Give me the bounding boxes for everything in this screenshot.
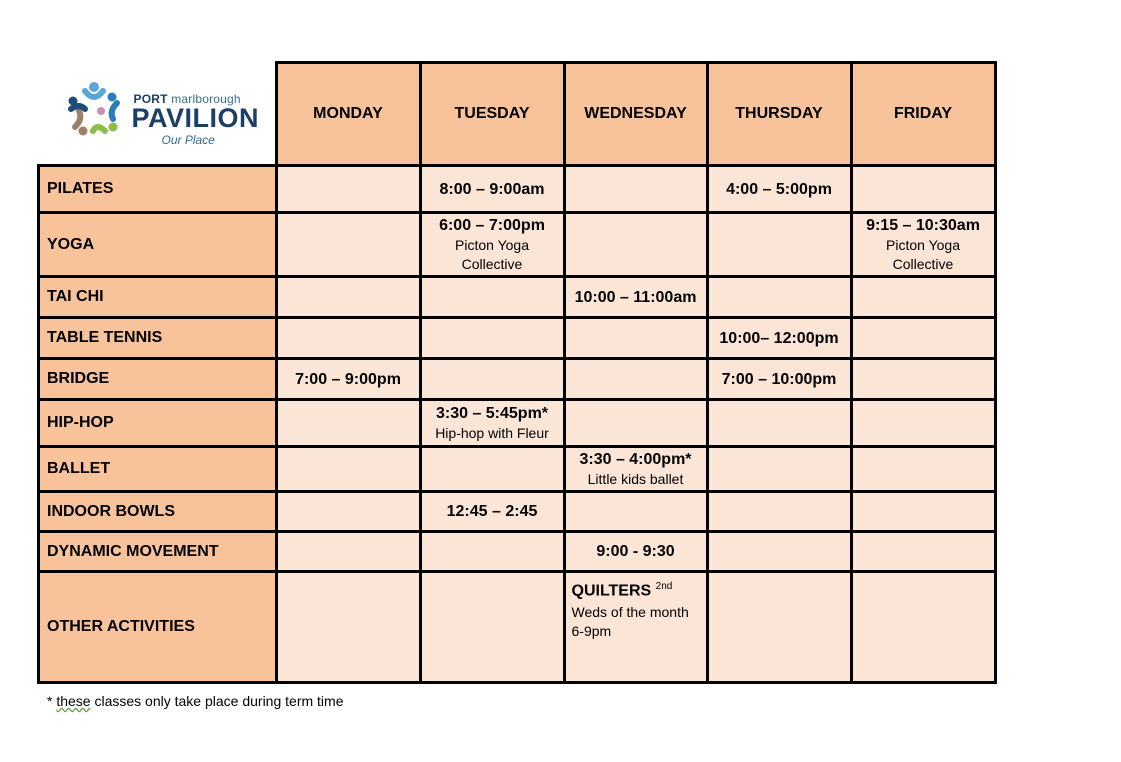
- schedule-cell: [707, 359, 851, 400]
- schedule-cell: [851, 492, 995, 532]
- schedule-cell: [420, 166, 564, 213]
- day-monday: MONDAY: [276, 63, 420, 166]
- schedule-row: [39, 166, 996, 213]
- session-time: 9:00 - 9:30: [596, 543, 675, 560]
- schedule-cell: [707, 400, 851, 447]
- schedule-row: [39, 318, 996, 359]
- day-friday: FRIDAY: [851, 63, 995, 166]
- schedule-cell: [851, 400, 995, 447]
- day-tuesday: TUESDAY: [420, 63, 564, 166]
- session-note: Little kids ballet: [587, 471, 684, 487]
- schedule-cell: [276, 532, 420, 572]
- schedule-cell: [420, 572, 564, 683]
- logo-port-marlborough: PORT marlborough: [133, 92, 241, 107]
- session-time: 6:00 – 7:00pm: [439, 217, 545, 234]
- schedule-cell: [851, 532, 995, 572]
- activity-label: HIP-HOP: [39, 400, 277, 447]
- schedule-cell: [420, 318, 564, 359]
- schedule-cell: [276, 318, 420, 359]
- schedule-cell: [707, 318, 851, 359]
- schedule-cell: [564, 166, 707, 213]
- session-time: 10:00– 12:00pm: [719, 329, 839, 347]
- activity-label: BALLET: [39, 447, 277, 492]
- schedule-row: [39, 359, 996, 400]
- activity-label: DYNAMIC MOVEMENT: [39, 532, 277, 572]
- schedule-cell: [707, 532, 851, 572]
- schedule-row: [39, 400, 996, 447]
- schedule-row: [39, 492, 996, 532]
- session-time: 7:00 – 9:00pm: [295, 370, 401, 388]
- session-time: 8:00 – 9:00am: [439, 180, 545, 198]
- schedule-cell: [851, 166, 995, 213]
- schedule-row: [39, 213, 996, 277]
- session-time: 12:45 – 2:45: [446, 503, 538, 520]
- schedule-cell: [564, 359, 707, 400]
- logo-cell: [39, 63, 277, 166]
- activity-label: INDOOR BOWLS: [39, 492, 277, 532]
- people-circle-icon: [65, 81, 123, 141]
- schedule-cell: [564, 532, 707, 572]
- schedule-cell: [707, 492, 851, 532]
- schedule-cell: [276, 400, 420, 447]
- activity-label: TAI CHI: [39, 277, 277, 318]
- session-time: 4:00 – 5:00pm: [726, 180, 832, 198]
- schedule-cell: [564, 318, 707, 359]
- session-note: Picton Yoga Collective: [455, 237, 529, 272]
- schedule-cell: [707, 447, 851, 492]
- session-note: Hip-hop with Fleur: [435, 425, 549, 441]
- schedule-cell: [564, 277, 707, 318]
- schedule-cell: [851, 572, 995, 683]
- quilters-detail: Weds of the month: [571, 604, 689, 621]
- logo-our-place: Our Place: [161, 133, 215, 148]
- schedule-row: [39, 277, 996, 318]
- session-time: 10:00 – 11:00am: [574, 288, 697, 306]
- schedule-cell: [707, 277, 851, 318]
- schedule-cell: [276, 447, 420, 492]
- activity-label: TABLE TENNIS: [39, 318, 277, 359]
- schedule-cell: [420, 359, 564, 400]
- session-note: Picton Yoga Collective: [886, 237, 960, 272]
- quilters-cell: [564, 572, 707, 683]
- schedule-row: [39, 447, 996, 492]
- activity-label: PILATES: [39, 166, 277, 213]
- session-time: 3:30 – 5:45pm*: [435, 405, 549, 422]
- schedule-cell: [851, 213, 995, 277]
- session-time: 7:00 – 10:00pm: [721, 370, 837, 388]
- schedule-cell: [851, 359, 995, 400]
- schedule-cell: [276, 213, 420, 277]
- schedule-cell: [564, 213, 707, 277]
- pavilion-logo: [39, 63, 275, 163]
- schedule-cell: [276, 359, 420, 400]
- day-thursday: THURSDAY: [707, 63, 851, 166]
- timetable: [37, 61, 997, 684]
- header-row: [39, 63, 996, 166]
- schedule-cell: [707, 166, 851, 213]
- schedule-cell: [707, 572, 851, 683]
- schedule-cell: [420, 447, 564, 492]
- schedule-cell: [420, 213, 564, 277]
- schedule-cell: [851, 277, 995, 318]
- schedule-cell: [564, 400, 707, 447]
- logo-pavilion: PAVILION: [131, 103, 260, 134]
- schedule-cell: [564, 447, 707, 492]
- activity-label: YOGA: [39, 213, 277, 277]
- session-time: 3:30 – 4:00pm*: [579, 451, 692, 468]
- quilters-time: 6-9pm: [571, 623, 612, 640]
- schedule-cell: [707, 213, 851, 277]
- schedule-cell: [851, 447, 995, 492]
- schedule-cell: [851, 318, 995, 359]
- schedule-cell: [276, 572, 420, 683]
- term-time-footnote: * these classes only take place during term time: [47, 693, 344, 709]
- schedule-cell: [276, 277, 420, 318]
- schedule-cell: [276, 492, 420, 532]
- schedule-cell: [420, 492, 564, 532]
- schedule-cell: [420, 400, 564, 447]
- activity-label: BRIDGE: [39, 359, 277, 400]
- activity-label: OTHER ACTIVITIES: [39, 572, 277, 683]
- schedule-cell: [564, 492, 707, 532]
- schedule-row: [39, 532, 996, 572]
- quilters-title: QUILTERS $^{2nd}$: [571, 581, 673, 600]
- schedule-row: [39, 572, 996, 683]
- session-time: 9:15 – 10:30am: [866, 217, 980, 234]
- day-wednesday: WEDNESDAY: [564, 63, 707, 166]
- schedule-cell: [420, 277, 564, 318]
- schedule-cell: [276, 166, 420, 213]
- schedule-cell: [420, 532, 564, 572]
